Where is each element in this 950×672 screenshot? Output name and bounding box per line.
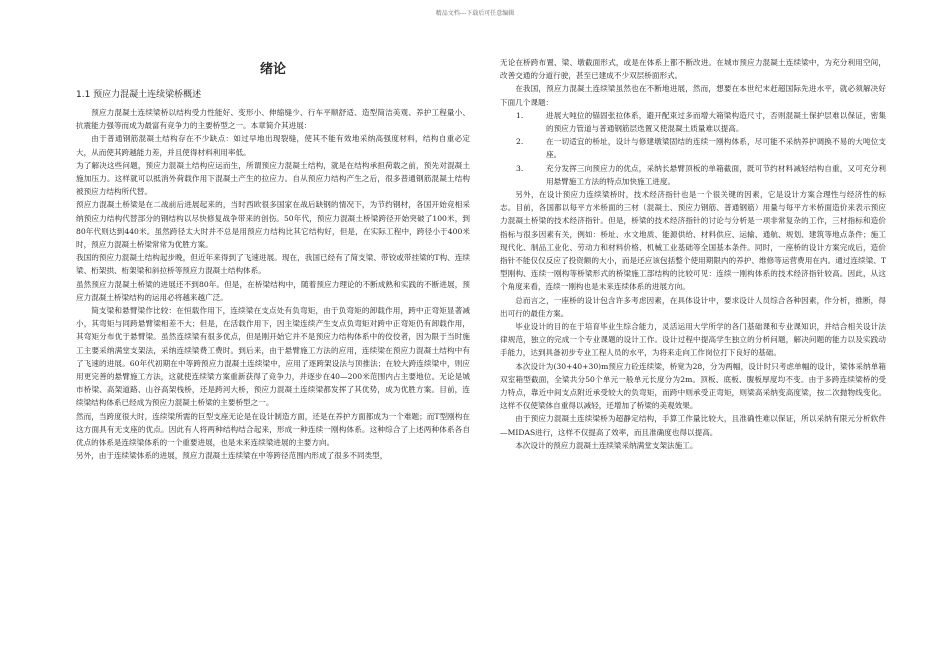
issue-list [500, 109, 886, 188]
list-item [500, 109, 886, 135]
paragraph: 无论在桥跨布置、梁、墩截面形式，或是在体系上都不断改进。在城市预应力混凝土连续梁中，为充分利用空间，改善交通的分道行驶，甚至已建成不少双层桥面形式。 [500, 58, 886, 81]
paragraph: 为了解决这些问题，预应力混凝土结构应运而生，所谓预应力混凝土结构，就是在结构承担荷载之前，预先对混凝土施加压力。这样就可以抵消外荷载作用下混凝土产生的拉应力。自从预应力结构产生之后，很多普通钢筋混凝土结构被预应力结构所代替。 [76, 160, 470, 197]
list-text: 进展大吨位的锚固张拉体系，避开配束过多而增大箱梁构造尺寸，否则混凝土保护层难以保证，密集的预应力管道与普通钢筋层迭置又使混凝土质量难以提高。 [546, 110, 886, 134]
left-paragraphs [76, 106, 470, 462]
paragraph: 总而言之，一座桥的设计包含许多考虑因素，在具体设计中，要求设计人员综合各种因素，作分析，推断，得出可行的最佳方案。 [500, 295, 886, 318]
section-heading: 1.1 预应力混凝土连续梁桥概述 [76, 90, 202, 100]
paragraph: 虽然预应力混凝土桥梁的进展还不到80年。但是，在桥梁结构中，随着预应力理论的不断成熟和实践的不断进展，预应力混凝土桥梁结构的运用必将越来越广泛。 [76, 279, 470, 302]
paragraph: 简支梁和悬臂梁作比较：在恒载作用下，连续梁在支点处有负弯矩，由于负弯矩的卸载作用，跨中正弯矩显著减小，其弯矩与同跨悬臂梁相差不大；但是，在活载作用下，因主梁连续产生支点负弯矩对跨中正弯矩仍有卸载作用，其弯矩分布优于悬臂梁。虽然连续梁有很多优点，但是刚开始它并不是预应力结构体系中的佼佼者，因为限于当时施工主要采纳满堂支架法，采纳连续梁费工费时。到后来，由于悬臂施工方法的应用，连续梁在预应力混凝土结构中有了飞速的进展。60年代初期在中等跨预应力混凝土连续梁中，应用了逐跨架设法与顶推法；在较大跨连续梁中，则应用更完善的悬臂施工方法，这就使连续梁方案重新获得了竞争力，并逐步在40—200米范围内占主要地位。无论是城市桥梁、高架道路、山谷高架栈桥，还是跨河大桥，预应力混凝土连续梁都发挥了其优势，成为优胜方案。目前，连续梁结构体系已经成为预应力混凝土桥梁的主要桥型之一。 [76, 306, 470, 408]
paragraph: 我国的预应力混凝土结构起步晚，但近年来得到了飞速进展。现在，我国已经有了简支梁、带铰或带挂梁的T构、连续梁、桁架拱、桁架梁和斜拉桥等预应力混凝土结构体系。 [76, 253, 470, 276]
page-header: 精品文档---下载后可任意编辑 [435, 10, 515, 17]
paragraph: 预应力混凝土连续梁桥以结构受力性能好、变形小、伸缩缝少、行车平顺舒适、造型简洁美观、养护工程量小、抗震能力强等而成为最富有竞争力的主要桥型之一。本章简介其进展： [76, 108, 470, 131]
paragraph: 预应力混凝土桥梁是在二战前后进展起来的，当时西欧很多国家在战后缺钢的情况下，为节约钢材，各国开始竞相采纳预应力结构代替部分的钢结构以尽快修复战争带来的创伤。50年代，预应力混凝土桥梁跨径开始突破了100米，到80年代则达到440米。虽然跨径太大时并不总是用预应力结构比其它结构好，但是，在实际工程中，跨径小于400米时，预应力混凝土桥梁常常为优胜方案。 [76, 200, 470, 250]
page-title: 绪论 [259, 62, 286, 77]
paragraph: 在我国，预应力混凝土连续梁虽然也在不断地进展，然而，想要在本世纪末赶超国际先进水平，就必须解决好下面几个课题： [500, 84, 886, 107]
list-number: 3. [516, 163, 524, 173]
paragraph: 由于普通钢筋混凝土结构存在不少缺点：如过早地出现裂缝，使其不能有效地采纳高强度材料，结构自重必定大，从而使其跨越能力差，并且使得材料利用率低。 [76, 134, 470, 157]
list-number: 2. [516, 137, 524, 147]
right-column [500, 56, 886, 452]
paragraph: 毕业设计的目的在于培育毕业生综合能力，灵活运用大学所学的各门基础课和专业课知识，并结合相关设计法律规范，独立的完成一个专业课题的设计工作。设计过程中提高学生独立的分析问题，解决问题的能力以及实践动手能力，达到具备初步专业工程人员的水平，为将来走向工作岗位打下良好的基础。 [500, 322, 886, 358]
list-text: 充分发挥三向预应力的优点，采纳长悬臂顶板的单箱截面，既可节约材料减轻结构自重，又可充分利用悬臂施工方法的特点加快施工进度。 [546, 163, 886, 186]
left-column [76, 56, 470, 462]
paragraph: 另外，在设计预应力连续梁桥时，技术经济指针也是一个很关键的因素，它是设计方案合理性与经济性的标志。目前，各国都以每平方米桥面的三材（混凝土、预应力钢筋、普通钢筋）用量与每平方米桥面造价来表示预应力混凝土桥梁的技术经济指针。但是，桥梁的技术经济指针的讨论与分析是一项非常复杂的工作，三材指标和造价指标与很多因素有关，例如：桥址、水文地质、能源供给、材料供应、运输、通航、规划、建筑等地点条件；施工现代化、制品工业化、劳动力和材料价格、机械工业基础等全国基本条件。同时，一座桥的设计方案完成后，造价指针不能仅仅反应了投资额的大小，而是还应该包括整个使用期限内的养护、维修等运营费用在内。通过连续梁、T型刚构、连续一刚构等桥梁形式的桥梁施工部结构的比较可见：连续一刚构体系的技术经济指针较高。因此，从这个角度来看，连续一刚构也是未来连续体系的进展方向。 [500, 190, 886, 292]
list-text: 在一切适宜的桥址，设计与修建墩梁固结的连续一刚构体系，尽可能不采纳养护调换不易的大吨位支座。 [546, 137, 886, 160]
paragraph: 本次设计的预应力混凝土连续梁采纳满堂支架法施工。 [515, 440, 698, 450]
paragraph: 由于预应力混凝土连续梁桥为超静定结构，手算工作量比较大，且准确性难以保证，所以采纳有限元分析软件—MIDAS进行，这样不仅提高了效率，而且准确度也得以提高。 [500, 414, 886, 437]
list-number: 1. [516, 110, 524, 120]
paragraph: 另外，由于连续梁体系的进展，预应力混凝土连续梁在中等跨径范围内形成了很多不同类型， [76, 451, 388, 461]
right-top-paragraphs [500, 56, 886, 109]
right-bottom-paragraphs [500, 188, 886, 452]
list-item [500, 135, 886, 161]
list-item [500, 162, 886, 188]
paragraph: 然而，当跨度很大时，连续梁所需的巨型支座无论是在设计制造方面，还是在养护方面都成为一个难题；而T型刚构在这方面具有无支座的优点。因此有人将两种结构结合起来，形成一种连续一刚构体系。这种综合了上述两种体系各自优点的体系是连续梁体系的一个重要进展，也是未来连续梁进展的主要方向。 [76, 411, 470, 448]
paragraph: 本次设计为(30+40+30)m预应力砼连续梁，桥宽为28，分为两幅，设计时只考虑单幅的设计，梁体采纳单箱双室箱型截面，全梁共分50个单元一般单元长度分为2m。顶板、底板、腹板厚度均不变。由于多跨连续梁桥的受力特点，靠近中间支点附近承受较大的负弯矩，而跨中则承受正弯矩，则梁高采纳变高度梁，按二次抛物线变化。这样不仅使梁体自重得以减轻，还增加了桥梁的美观效果。 [500, 361, 886, 411]
